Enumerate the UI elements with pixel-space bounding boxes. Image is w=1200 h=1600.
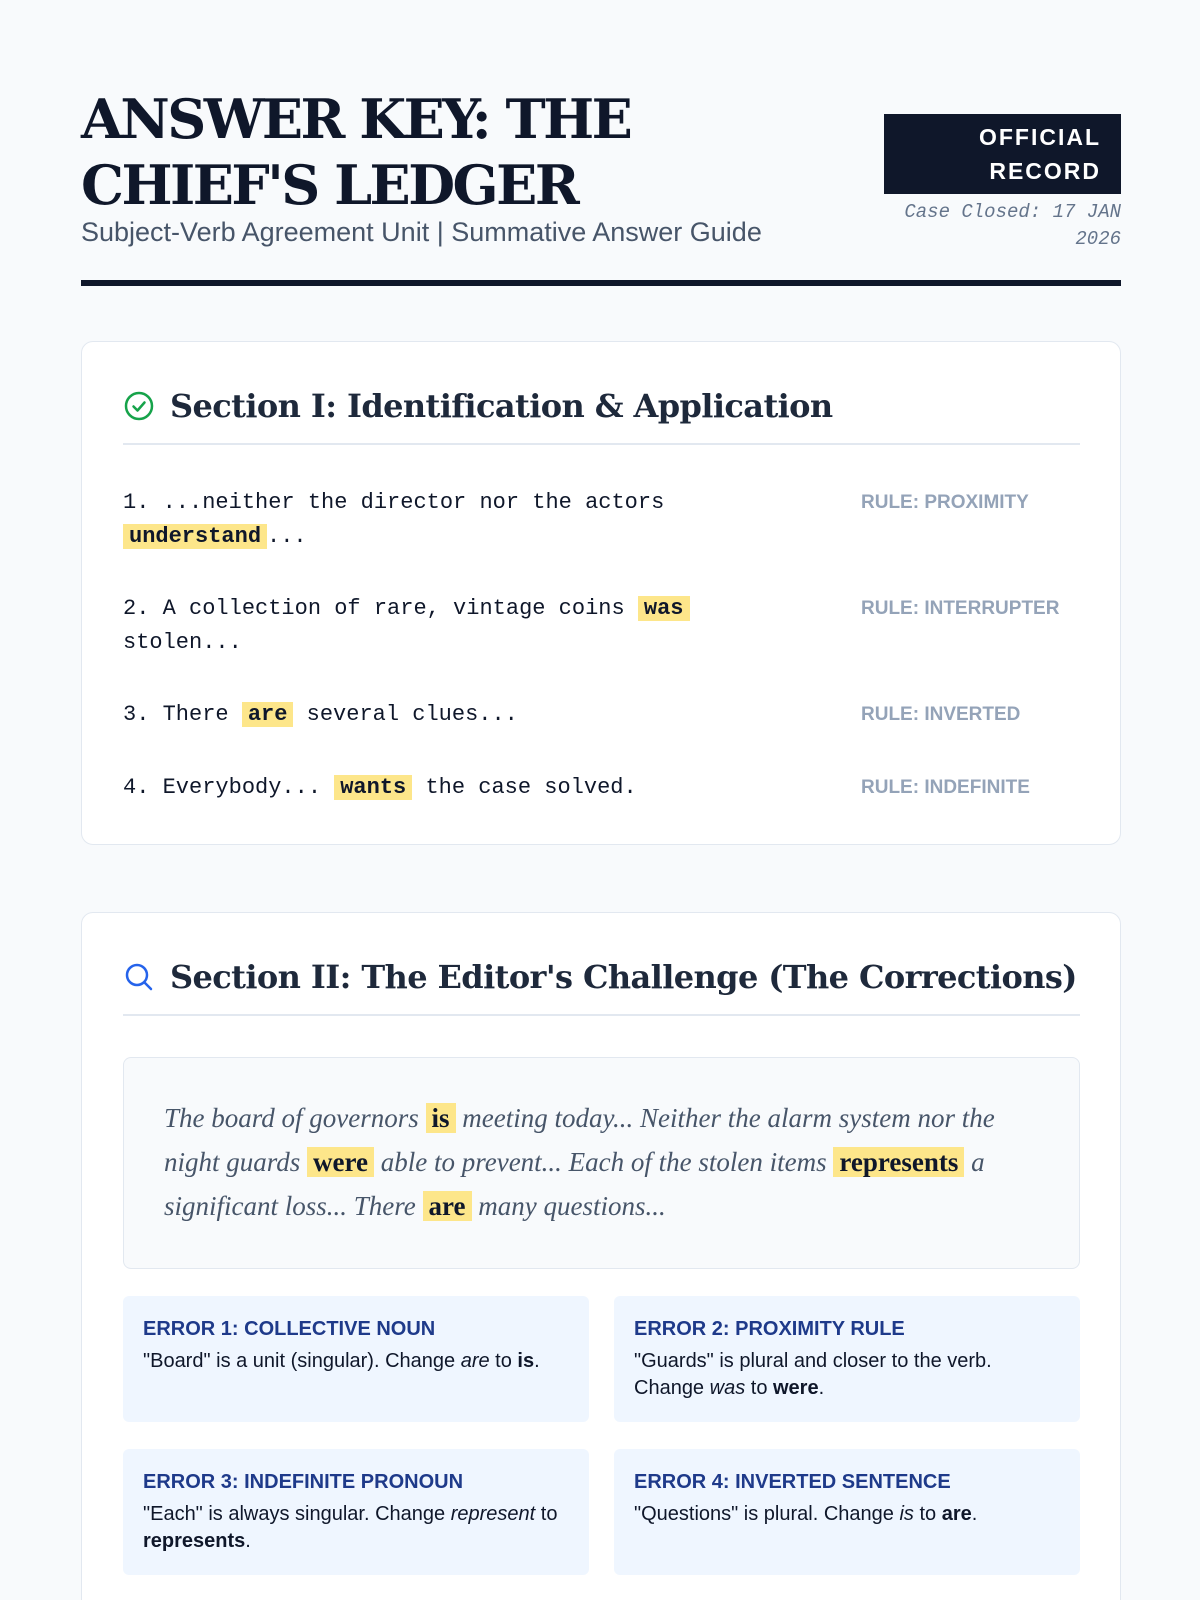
corrected-verb: were bbox=[307, 1147, 374, 1177]
error-explanation: "Questions" is plural. Change is to are. bbox=[634, 1503, 978, 1525]
rule-label: RULE: INDEFINITE bbox=[861, 777, 1030, 798]
error-card bbox=[614, 1296, 1080, 1422]
corrected-verb: are bbox=[423, 1191, 472, 1221]
section-title: Section II: The Editor's Challenge (The Corrections) bbox=[170, 958, 1077, 996]
rule-label: RULE: INVERTED bbox=[861, 704, 1021, 725]
answer-sentence: 3. There are several clues... bbox=[123, 702, 518, 727]
error-card bbox=[123, 1296, 589, 1422]
error-title: ERROR 3: INDEFINITE PRONOUN bbox=[143, 1471, 464, 1493]
rule-label: RULE: INTERRUPTER bbox=[861, 598, 1060, 619]
page-subtitle: Subject-Verb Agreement Unit | Summative Answer Guide bbox=[81, 217, 762, 247]
error-title: ERROR 4: INVERTED SENTENCE bbox=[634, 1471, 951, 1493]
error-explanation: "Guards" is plural and closer to the verb. Change was to were. bbox=[634, 1350, 992, 1399]
corrected-verb: is bbox=[426, 1103, 456, 1133]
section-identification-card bbox=[81, 341, 1121, 845]
answer-sentence: 1. ...neither the director nor the actors understand ... bbox=[123, 490, 665, 549]
correct-verb: understand bbox=[123, 524, 267, 549]
error-explanation: "Each" is always singular. Change represent to represents. bbox=[143, 1503, 558, 1552]
header bbox=[81, 86, 1121, 286]
page-title: ANSWER KEY: THE CHIEF'S LEDGER bbox=[81, 87, 631, 217]
case-closed-date: Case Closed: 17 JAN 2026 bbox=[904, 201, 1121, 250]
section-header bbox=[123, 382, 1080, 445]
corrected-verb: represents bbox=[833, 1147, 964, 1177]
section-title: Section I: Identification & Application bbox=[170, 387, 833, 425]
correct-verb: are bbox=[242, 702, 294, 727]
check-circle-icon bbox=[123, 390, 155, 422]
correct-verb: was bbox=[638, 596, 690, 621]
error-explanation: "Board" is a unit (singular). Change are to is. bbox=[143, 1350, 540, 1372]
correct-verb: wants bbox=[334, 775, 412, 800]
corrected-passage: The board of governors is meeting today... Neither the alarm system nor the night guards were able to prevent... Each of the stolen items represents a significant loss... There are many questions... bbox=[123, 1057, 1080, 1269]
error-card bbox=[614, 1449, 1080, 1575]
answer-sentence: 2. A collection of rare, vintage coins was stolen... bbox=[123, 592, 763, 660]
error-card bbox=[123, 1449, 589, 1575]
error-title: ERROR 2: PROXIMITY RULE bbox=[634, 1318, 905, 1340]
section-header bbox=[123, 953, 1080, 1016]
error-title: ERROR 1: COLLECTIVE NOUN bbox=[143, 1318, 436, 1340]
section-corrections-card bbox=[81, 912, 1121, 1600]
answer-sentence: 4. Everybody... wants the case solved. bbox=[123, 775, 637, 800]
header-divider bbox=[81, 280, 1121, 286]
official-record-stamp: OFFICIAL RECORD bbox=[884, 114, 1121, 194]
rule-label: RULE: PROXIMITY bbox=[861, 492, 1029, 513]
search-icon bbox=[123, 961, 155, 993]
